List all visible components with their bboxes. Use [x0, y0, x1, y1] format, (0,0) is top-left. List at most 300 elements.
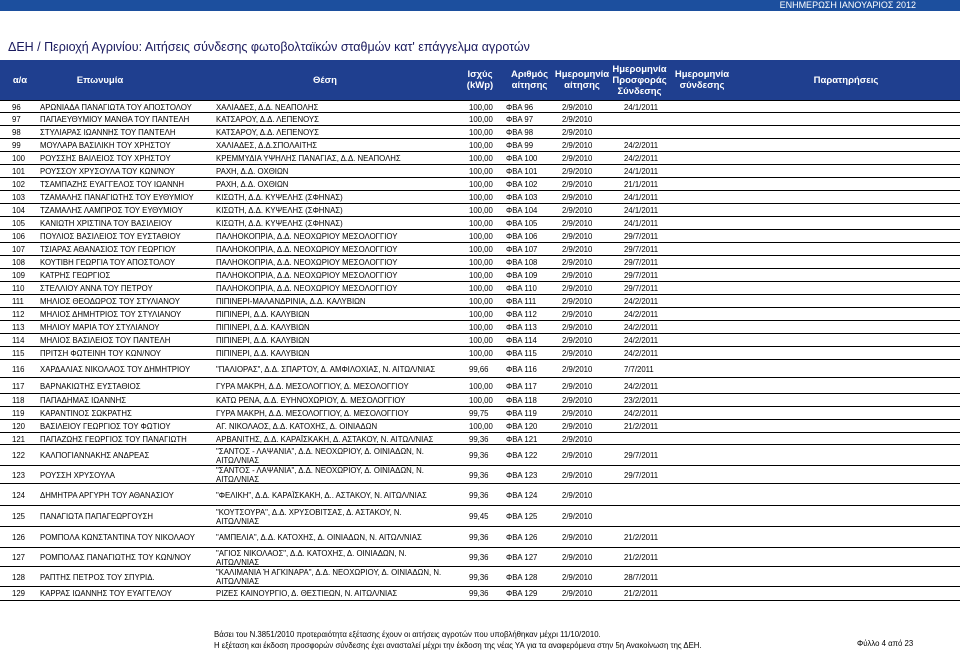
cell-name: ΤΖΑΜΑΛΗΣ ΠΑΝΑΓΙΩΤΗΣ ΤΟΥ ΕΥΘΥΜΙΟΥ — [40, 193, 194, 202]
cell-date: 2/9/2010 — [562, 409, 593, 418]
cell-connection — [680, 587, 736, 600]
cell-location: ΓΥΡΑ ΜΑΚΡΗ, Δ.Δ. ΜΕΣΟΛΟΓΓΙΟΥ, Δ. ΜΕΣΟΛΟΓΓΙΟΥ — [216, 409, 409, 418]
cell-name: ΜΟΥΛΑΡΑ ΒΑΣΙΛΙΚΗ ΤΟΥ ΧΡΗΣΤΟΥ — [40, 141, 171, 150]
cell-location: ΑΓ. ΝΙΚΟΛΑΟΣ, Δ.Δ. ΚΑΤΟΧΗΣ, Δ. ΟΙΝΙΑΔΩΝ — [216, 422, 378, 431]
cell-offer: 24/2/2011 — [624, 336, 659, 345]
cell-offer: 21/2/2011 — [624, 422, 659, 431]
cell-power: 99,45 — [469, 512, 489, 521]
cell-offer: 24/1/2011 — [624, 219, 659, 228]
cell-offer: 29/7/2011 — [624, 245, 659, 254]
cell-number: ΦΒΑ 111 — [506, 297, 537, 306]
table-row — [0, 444, 960, 466]
cell-number: ΦΒΑ 116 — [506, 364, 537, 374]
cell-number: ΦΒΑ 105 — [506, 219, 538, 228]
cell-aa: 124 — [12, 490, 26, 500]
cell-aa: 112 — [12, 310, 25, 319]
cell-offer: 29/7/2011 — [624, 451, 659, 460]
cell-power: 100,00 — [469, 167, 493, 176]
cell-name: ΚΑΡΑΝΤΙΝΟΣ ΣΩΚΡΑΤΗΣ — [40, 409, 132, 418]
cell-aa: 117 — [12, 381, 25, 391]
cell-offer: 24/1/2011 — [624, 206, 659, 215]
cell-connection — [680, 445, 736, 466]
cell-name: ΡΟΥΣΣΗΣ ΒΑΙΛΕΙΟΣ ΤΟΥ ΧΡΗΣΤΟΥ — [40, 154, 171, 163]
cell-power: 100,00 — [469, 284, 493, 293]
table-row — [0, 177, 960, 191]
cell-name: ΒΑΡΝΑΚΙΩΤΗΣ ΕΥΣΤΑΘΙΟΣ — [40, 381, 141, 391]
cell-date: 2/9/2010 — [562, 271, 593, 280]
cell-power: 99,75 — [469, 409, 489, 418]
cell-date: 2/9/2010 — [562, 102, 593, 112]
cell-location: ΚΑΤΣΑΡΟΥ, Δ.Δ. ΛΕΠΕΝΟΥΣ — [216, 115, 319, 124]
cell-location: ΧΑΛΙΑΔΕΣ, Δ.Δ. ΝΕΑΠΟΛΗΣ — [216, 102, 319, 112]
cell-power: 100,00 — [469, 381, 493, 391]
table-row — [0, 346, 960, 360]
cell-power: 100,00 — [469, 141, 493, 150]
cell-power: 100,00 — [469, 422, 493, 431]
cell-location: "ΚΑΛΙΜΑΝΙΑ Ή ΑΓΚΙΝΑΡΑ", Δ.Δ. ΝΕΟΧΩΡΙΟΥ, Δ. ΟΙΝΙΑΔΩΝ, Ν. ΑΙΤΩΛ/ΝΙΑΣ — [216, 568, 442, 586]
cell-location: ΚΑΤΣΑΡΟΥ, Δ.Δ. ΛΕΠΕΝΟΥΣ — [216, 128, 319, 137]
cell-name: ΠΟΥΛΙΟΣ ΒΑΣΙΛΕΙΟΣ ΤΟΥ ΕΥΣΤΑΘΙΟΥ — [40, 232, 181, 241]
cell-number: ΦΒΑ 112 — [506, 310, 537, 319]
cell-aa: 111 — [12, 297, 24, 306]
cell-location: ΧΑΛΙΑΔΕΣ, Δ.Δ.ΣΠΟΛΑΙΤΗΣ — [216, 141, 318, 150]
cell-number: ΦΒΑ 122 — [506, 451, 538, 460]
header-col-number: Αριθμός αίτησης — [510, 69, 549, 91]
table-row — [0, 281, 960, 295]
cell-number: ΦΒΑ 115 — [506, 349, 537, 358]
cell-name: ΚΟΥΤΙΒΗ ΓΕΩΡΓΙΑ ΤΟΥ ΑΠΟΣΤΟΛΟΥ — [40, 258, 176, 267]
table-row — [0, 164, 960, 178]
table-row — [0, 151, 960, 165]
cell-offer: 24/2/2011 — [624, 154, 659, 163]
cell-notes — [740, 567, 940, 587]
cell-power: 100,00 — [469, 349, 493, 358]
cell-aa: 116 — [12, 364, 25, 374]
cell-name: ΤΣΙΑΡΑΣ ΑΘΑΝΑΣΙΟΣ ΤΟΥ ΓΕΩΡΓΙΟΥ — [40, 245, 176, 254]
cell-date: 2/9/2010 — [562, 297, 593, 306]
cell-offer: 24/1/2011 — [624, 167, 659, 176]
cell-name: ΑΡΩΝΙΑΔΑ ΠΑΝΑΓΙΩΤΑ ΤΟΥ ΑΠΟΣΤΟΛΟΥ — [40, 102, 192, 112]
cell-name: ΠΑΠΑΕΥΘΥΜΙΟΥ ΜΑΝΘΑ ΤΟΥ ΠΑΝΤΕΛΗ — [40, 115, 190, 124]
cell-offer: 21/2/2011 — [624, 533, 659, 542]
cell-aa: 96 — [12, 102, 21, 112]
cell-name: ΧΑΡΔΑΛΙΑΣ ΝΙΚΟΛΑΟΣ ΤΟΥ ΔΗΜΗΤΡΙΟΥ — [40, 364, 191, 374]
cell-aa: 100 — [12, 154, 26, 163]
cell-date: 2/9/2010 — [562, 470, 593, 480]
top-banner — [0, 0, 960, 11]
cell-location: "ΣΑΝΤΟΣ - ΛΑΨΑΝΙΑ", Δ.Δ. ΝΕΟΧΩΡΙΟΥ, Δ. ΟΙΝΙΑΔΩΝ, Ν. ΑΙΤΩΛ/ΝΙΑΣ — [216, 466, 424, 484]
table-row — [0, 138, 960, 152]
cell-power: 100,00 — [469, 310, 493, 319]
cell-connection — [680, 360, 736, 378]
cell-offer: 29/7/2011 — [624, 232, 659, 241]
cell-notes — [740, 527, 940, 548]
cell-number: ΦΒΑ 107 — [506, 245, 538, 254]
cell-aa: 129 — [12, 589, 26, 598]
cell-aa: 105 — [12, 219, 26, 228]
cell-connection — [680, 378, 736, 394]
cell-notes — [740, 484, 940, 506]
cell-offer: 24/2/2011 — [624, 297, 659, 306]
cell-location: ΚΙΣΩΤΗ, Δ.Δ. ΚΥΨΕΛΗΣ (ΣΦΗΝΑΣ) — [216, 206, 343, 215]
cell-notes — [740, 360, 940, 378]
cell-location: ΠΑΛΗΟΚΟΠΡΙΑ, Δ.Δ. ΝΕΟΧΩΡΙΟΥ ΜΕΣΟΛΟΓΓΙΟΥ — [216, 245, 398, 254]
table-row — [0, 229, 960, 243]
cell-date: 2/9/2010 — [562, 572, 593, 582]
cell-power: 99,36 — [469, 589, 489, 598]
table-row — [0, 526, 960, 548]
cell-aa: 101 — [12, 167, 26, 176]
cell-date: 2/9/2010 — [562, 232, 593, 241]
cell-name: ΣΤΕΛΛΙΟΥ ΑΝΝΑ ΤΟΥ ΠΕΤΡΟΥ — [40, 284, 153, 293]
cell-aa: 102 — [12, 180, 26, 189]
cell-location: ΚΡΕΜΜΥΔΙΑ ΥΨΗΛΗΣ ΠΑΝΑΓΙΑΣ, Δ.Δ. ΝΕΑΠΟΛΗΣ — [216, 154, 401, 163]
footer-note-2: Η εξέταση και έκδοση προσφορών σύνδεσης έχει ανασταλεί μέχρι την έκδοση της νέας ΥΑ για τα αναφερόμενα στην 5η Ανακοίνωση της ΔΕΗ. — [214, 641, 702, 650]
cell-power: 99,66 — [469, 364, 489, 374]
cell-date: 2/9/2010 — [562, 115, 593, 124]
cell-power: 100,00 — [469, 154, 493, 163]
cell-aa: 103 — [12, 193, 26, 202]
table-row — [0, 294, 960, 308]
page-number: Φύλλο 4 από 23 — [857, 639, 914, 648]
cell-aa: 119 — [12, 409, 25, 418]
cell-location: ΓΥΡΑ ΜΑΚΡΗ, Δ.Δ. ΜΕΣΟΛΟΓΓΙΟΥ, Δ. ΜΕΣΟΛΟΓΓΙΟΥ — [216, 381, 409, 391]
cell-date: 2/9/2010 — [562, 336, 593, 345]
cell-name: ΜΗΛΙΟΣ ΒΑΣΙΛΕΙΟΣ ΤΟΥ ΠΑΝΤΕΛΗ — [40, 336, 171, 345]
update-label: ΕΝΗΜΕΡΩΣΗ ΙΑΝΟΥΑΡΙΟΣ 2012 — [779, 0, 916, 10]
cell-date: 2/9/2010 — [562, 141, 593, 150]
cell-name: ΡΟΥΣΣΟΥ ΧΡΥΣΟΥΛΑ ΤΟΥ ΚΩΝ/ΝΟΥ — [40, 167, 175, 176]
cell-power: 99,36 — [469, 434, 489, 444]
cell-aa: 123 — [12, 470, 26, 480]
cell-offer: 29/7/2011 — [624, 284, 659, 293]
cell-number: ΦΒΑ 129 — [506, 589, 538, 598]
cell-location: ΠΙΠΙΝΕΡΙ, Δ.Δ. ΚΑΛΥΒΙΩΝ — [216, 336, 310, 345]
table-row — [0, 505, 960, 527]
cell-power: 99,36 — [469, 490, 489, 500]
table-row — [0, 333, 960, 347]
table-row — [0, 307, 960, 321]
cell-name: ΡΟΥΣΣΗ ΧΡΥΣΟΥΛΑ — [40, 470, 115, 480]
cell-connection — [680, 548, 736, 567]
cell-date: 2/9/2010 — [562, 490, 593, 500]
cell-name: ΜΗΛΙΟΥ ΜΑΡΙΑ ΤΟΥ ΣΤΥΛΙΑΝΟΥ — [40, 323, 160, 332]
cell-number: ΦΒΑ 103 — [506, 193, 538, 202]
table-row — [0, 320, 960, 334]
cell-date: 2/9/2010 — [562, 589, 593, 598]
cell-aa: 122 — [12, 451, 26, 460]
cell-location: ΠΑΛΗΟΚΟΠΡΙΑ, Δ.Δ. ΝΕΟΧΩΡΙΟΥ ΜΕΣΟΛΟΓΓΙΟΥ — [216, 232, 398, 241]
cell-aa: 104 — [12, 206, 26, 215]
cell-power: 99,36 — [469, 553, 489, 562]
table-row — [0, 406, 960, 420]
cell-location: "ΑΜΠΕΛΙΑ", Δ.Δ. ΚΑΤΟΧΗΣ, Δ. ΟΙΝΙΑΔΩΝ, Ν. ΑΙΤΩΛ/ΝΙΑΣ — [216, 533, 422, 542]
cell-power: 100,00 — [469, 180, 493, 189]
header-col-name: Επωνυμία — [76, 74, 124, 86]
cell-offer: 21/2/2011 — [624, 589, 659, 598]
cell-offer: 24/1/2011 — [624, 102, 659, 112]
cell-notes — [740, 466, 940, 484]
table-row — [0, 112, 960, 126]
cell-date: 2/9/2010 — [562, 451, 593, 460]
cell-date: 2/9/2010 — [562, 206, 593, 215]
footer-notes — [214, 629, 702, 651]
cell-offer: 24/2/2011 — [624, 310, 659, 319]
cell-name: ΚΑΡΡΑΣ ΙΩΑΝΝΗΣ ΤΟΥ ΕΥΑΓΓΕΛΟΥ — [40, 589, 172, 598]
cell-power: 100,00 — [469, 336, 493, 345]
cell-offer: 24/2/2011 — [624, 323, 659, 332]
table-row — [0, 465, 960, 484]
cell-location: ΑΡΒΑΝΙΤΗΣ, Δ.Δ. ΚΑΡΑΪΣΚΑΚΗ, Δ. ΑΣΤΑΚΟΥ, Ν. ΑΙΤΩΛ/ΝΙΑΣ — [216, 434, 434, 444]
cell-power: 100,00 — [469, 245, 493, 254]
cell-number: ΦΒΑ 100 — [506, 154, 538, 163]
table-row — [0, 393, 960, 407]
cell-number: ΦΒΑ 97 — [506, 115, 534, 124]
table-row — [0, 255, 960, 269]
cell-power: 100,00 — [469, 258, 493, 267]
cell-name: ΚΑΤΡΗΣ ΓΕΩΡΓΙΟΣ — [40, 271, 111, 280]
cell-location: "ΣΑΝΤΟΣ - ΛΑΨΑΝΙΑ", Δ.Δ. ΝΕΟΧΩΡΙΟΥ, Δ. ΟΙΝΙΑΔΩΝ, Ν. ΑΙΤΩΛ/ΝΙΑΣ — [216, 446, 424, 465]
cell-name: ΠΑΠΑΖΩΗΣ ΓΕΩΡΓΙΟΣ ΤΟΥ ΠΑΝΑΓΙΩΤΗ — [40, 434, 187, 444]
cell-number: ΦΒΑ 104 — [506, 206, 538, 215]
cell-connection — [680, 527, 736, 548]
cell-location: ΚΙΣΩΤΗ, Δ.Δ. ΚΥΨΕΛΗΣ (ΣΦΗΝΑΣ) — [216, 219, 343, 228]
cell-location: "ΠΑΛΙΟΡΑΣ", Δ.Δ. ΣΠΑΡΤΟΥ, Δ. ΑΜΦΙΛΟΧΙΑΣ, Ν. ΑΙΤΩΛ/ΝΙΑΣ — [216, 364, 436, 374]
table-row — [0, 547, 960, 567]
cell-power: 99,36 — [469, 470, 489, 480]
cell-power: 100,00 — [469, 396, 493, 405]
cell-location: ΡΑΧΗ, Δ.Δ. ΟΧΘΙΩΝ — [216, 180, 289, 189]
cell-date: 2/9/2010 — [562, 512, 593, 521]
cell-number: ΦΒΑ 98 — [506, 128, 534, 137]
cell-aa: 106 — [12, 232, 26, 241]
cell-date: 2/9/2010 — [562, 167, 593, 176]
cell-number: ΦΒΑ 110 — [506, 284, 537, 293]
cell-aa: 115 — [12, 349, 25, 358]
cell-number: ΦΒΑ 121 — [506, 434, 538, 444]
cell-aa: 107 — [12, 245, 26, 254]
cell-aa: 109 — [12, 271, 26, 280]
header-col-notes: Παρατηρήσεις — [813, 74, 879, 86]
cell-location: ΠΙΠΙΝΕΡΙ, Δ.Δ. ΚΑΛΥΒΙΩΝ — [216, 310, 310, 319]
cell-location: ΚΑΤΩ ΡΕΝΑ, Δ.Δ. ΕΥΗΝΟΧΩΡΙΟΥ, Δ. ΜΕΣΟΛΟΓΓΙΟΥ — [216, 396, 406, 405]
footer-note-1: Βάσει του Ν.3851/2010 προτεραιότητα εξέτασης έχουν οι αιτήσεις αγροτών που υποβλήθηκαν μέχρι 11/10/2010. — [214, 630, 601, 639]
cell-offer: 21/2/2011 — [624, 553, 659, 562]
cell-aa: 114 — [12, 336, 25, 345]
cell-number: ΦΒΑ 101 — [506, 167, 538, 176]
cell-number: ΦΒΑ 120 — [506, 422, 538, 431]
cell-power: 100,00 — [469, 232, 493, 241]
cell-notes — [740, 445, 940, 466]
cell-name: ΚΑΝΙΩΤΗ ΧΡΙΣΤΙΝΑ ΤΟΥ ΒΑΣΙΛΕΙΟΥ — [40, 219, 172, 228]
cell-aa: 128 — [12, 572, 26, 582]
cell-aa: 120 — [12, 422, 26, 431]
cell-number: ΦΒΑ 113 — [506, 323, 537, 332]
cell-offer: 24/2/2011 — [624, 141, 659, 150]
cell-aa: 113 — [12, 323, 25, 332]
cell-offer: 24/2/2011 — [624, 409, 659, 418]
header-col-location: Θέση — [313, 74, 337, 86]
cell-number: ΦΒΑ 124 — [506, 490, 538, 500]
cell-offer — [624, 506, 672, 527]
cell-offer: 24/2/2011 — [624, 381, 659, 391]
cell-number: ΦΒΑ 99 — [506, 141, 534, 150]
cell-power: 100,00 — [469, 193, 493, 202]
cell-date: 2/9/2010 — [562, 180, 593, 189]
cell-number: ΦΒΑ 117 — [506, 381, 537, 391]
cell-name: ΚΑΛΠΟΓΙΑΝΝΑΚΗΣ ΑΝΔΡΕΑΣ — [40, 451, 150, 460]
cell-number: ΦΒΑ 123 — [506, 470, 538, 480]
cell-date: 2/9/2010 — [562, 284, 593, 293]
cell-notes — [740, 548, 940, 567]
cell-offer: 29/7/2011 — [624, 271, 659, 280]
cell-date: 2/9/2010 — [562, 396, 593, 405]
header-col-power: Ισχύς (kWp) — [466, 69, 494, 91]
cell-name: ΠΑΝΑΓΙΩΤΑ ΠΑΠΑΓΕΩΡΓΟΥΣΗ — [40, 512, 154, 521]
cell-date: 2/9/2010 — [562, 245, 593, 254]
cell-number: ΦΒΑ 126 — [506, 533, 538, 542]
cell-location: ΠΙΠΙΝΕΡΙ, Δ.Δ. ΚΑΛΥΒΙΩΝ — [216, 323, 310, 332]
cell-offer: 21/1/2011 — [624, 180, 659, 189]
table-row — [0, 242, 960, 256]
cell-name: ΡΑΠΤΗΣ ΠΕΤΡΟΣ ΤΟΥ ΣΠΥΡΙΔ. — [40, 572, 155, 582]
table-row — [0, 268, 960, 282]
header-col-connection: Ημερομηνία σύνδεσης — [674, 69, 730, 91]
cell-location: ΠΑΛΗΟΚΟΠΡΙΑ, Δ.Δ. ΝΕΟΧΩΡΙΟΥ ΜΕΣΟΛΟΓΓΙΟΥ — [216, 284, 398, 293]
cell-power: 100,00 — [469, 128, 493, 137]
cell-offer — [624, 484, 672, 506]
cell-power: 100,00 — [469, 219, 493, 228]
table-row — [0, 216, 960, 230]
cell-number: ΦΒΑ 128 — [506, 572, 538, 582]
cell-name: ΜΗΛΙΟΣ ΔΗΜΗΤΡΙΟΣ ΤΟΥ ΣΤΥΛΙΑΝΟΥ — [40, 310, 182, 319]
cell-offer: 7/7/2011 — [624, 364, 654, 374]
cell-name: ΔΗΜΗΤΡΑ ΑΡΓΥΡΗ ΤΟΥ ΑΘΑΝΑΣΙΟΥ — [40, 490, 174, 500]
header-col-date: Ημερομηνία αίτησης — [554, 69, 610, 91]
cell-date: 2/9/2010 — [562, 533, 593, 542]
cell-name: ΒΑΣΙΛΕΙΟΥ ΓΕΩΡΓΙΟΣ ΤΟΥ ΦΩΤΙΟΥ — [40, 422, 171, 431]
cell-offer: 29/7/2011 — [624, 258, 659, 267]
cell-date: 2/9/2010 — [562, 154, 593, 163]
cell-location: ΠΙΠΙΝΕΡΙ-ΜΑΛΑΝΔΡΙΝΙΑ, Δ.Δ. ΚΑΛΥΒΙΩΝ — [216, 297, 366, 306]
cell-name: ΤΖΑΜΑΛΗΣ ΛΑΜΠΡΟΣ ΤΟΥ ΕΥΘΥΜΙΟΥ — [40, 206, 183, 215]
cell-number: ΦΒΑ 127 — [506, 553, 538, 562]
cell-offer: 29/7/2011 — [624, 470, 659, 480]
cell-date: 2/9/2010 — [562, 323, 593, 332]
cell-number: ΦΒΑ 109 — [506, 271, 538, 280]
cell-power: 100,00 — [469, 206, 493, 215]
cell-aa: 97 — [12, 115, 21, 124]
cell-notes — [740, 587, 940, 600]
cell-date: 2/9/2010 — [562, 128, 593, 137]
cell-date: 2/9/2010 — [562, 349, 593, 358]
cell-location: "ΚΟΥΤΣΟΥΡΑ", Δ.Δ. ΧΡΥΣΟΒΙΤΣΑΣ, Δ. ΑΣΤΑΚΟΥ, Ν. ΑΙΤΩΛ/ΝΙΑΣ — [216, 507, 402, 526]
cell-offer: 24/2/2011 — [624, 349, 659, 358]
cell-offer: 23/2/2011 — [624, 396, 659, 405]
cell-number: ΦΒΑ 118 — [506, 396, 537, 405]
cell-number: ΦΒΑ 106 — [506, 232, 538, 241]
table-row — [0, 483, 960, 506]
cell-date: 2/9/2010 — [562, 364, 593, 374]
header-col-aa: α/α — [12, 74, 28, 86]
cell-aa: 98 — [12, 128, 21, 137]
cell-date: 2/9/2010 — [562, 219, 593, 228]
cell-name: ΤΣΑΜΠΑΖΗΣ ΕΥΑΓΓΕΛΟΣ ΤΟΥ ΙΩΑΝΝΗ — [40, 180, 185, 189]
cell-number: ΦΒΑ 125 — [506, 512, 538, 521]
cell-location: ΠΙΠΙΝΕΡΙ, Δ.Δ. ΚΑΛΥΒΙΩΝ — [216, 349, 310, 358]
cell-location: "ΦΕΛΙΚΗ", Δ.Δ. ΚΑΡΑΪΣΚΑΚΗ, Δ.. ΑΣΤΑΚΟΥ, Ν. ΑΙΤΩΛ/ΝΙΑΣ — [216, 490, 427, 500]
cell-date: 2/9/2010 — [562, 193, 593, 202]
table-row — [0, 586, 960, 601]
cell-number: ΦΒΑ 119 — [506, 409, 537, 418]
cell-power: 100,00 — [469, 323, 493, 332]
cell-offer: 24/1/2011 — [624, 193, 659, 202]
table-row — [0, 377, 960, 394]
cell-connection — [680, 484, 736, 506]
cell-aa: 108 — [12, 258, 26, 267]
header-col-offer: Ημερομηνία Προσφοράς Σύνδεσης — [612, 63, 667, 97]
cell-aa: 121 — [12, 434, 26, 444]
cell-power: 99,36 — [469, 572, 489, 582]
cell-aa: 125 — [12, 512, 26, 521]
cell-location: ΠΑΛΗΟΚΟΠΡΙΑ, Δ.Δ. ΝΕΟΧΩΡΙΟΥ ΜΕΣΟΛΟΓΓΙΟΥ — [216, 271, 398, 280]
table-row — [0, 190, 960, 204]
cell-name: ΡΟΜΠΟΛΑ ΚΩΝΣΤΑΝΤΙΝΑ ΤΟΥ ΝΙΚΟΛΑΟΥ — [40, 533, 195, 542]
cell-aa: 118 — [12, 396, 25, 405]
cell-number: ΦΒΑ 96 — [506, 102, 534, 112]
cell-notes — [740, 506, 940, 527]
cell-number: ΦΒΑ 108 — [506, 258, 538, 267]
cell-name: ΣΤΥΛΙΑΡΑΣ ΙΩΑΝΝΗΣ ΤΟΥ ΠΑΝΤΕΛΗ — [40, 128, 176, 137]
cell-name: ΡΟΜΠΟΛΑΣ ΠΑΝΑΓΙΩΤΗΣ ΤΟΥ ΚΩΝ/ΝΟΥ — [40, 553, 192, 562]
cell-location: ΠΑΛΗΟΚΟΠΡΙΑ, Δ.Δ. ΝΕΟΧΩΡΙΟΥ ΜΕΣΟΛΟΓΓΙΟΥ — [216, 258, 398, 267]
cell-number: ΦΒΑ 102 — [506, 180, 538, 189]
table-row — [0, 419, 960, 433]
cell-connection — [680, 567, 736, 587]
table-row — [0, 359, 960, 378]
cell-aa: 110 — [12, 284, 25, 293]
cell-aa: 126 — [12, 533, 26, 542]
cell-number: ΦΒΑ 114 — [506, 336, 537, 345]
cell-connection — [680, 466, 736, 484]
cell-location: "ΑΓΙΟΣ ΝΙΚΟΛΑΟΣ", Δ.Δ. ΚΑΤΟΧΗΣ, Δ. ΟΙΝΙΑΔΩΝ, Ν. ΑΙΤΩΛ/ΝΙΑΣ — [216, 548, 407, 567]
cell-date: 2/9/2010 — [562, 422, 593, 431]
cell-name: ΠΡΙΤΣΗ ΦΩΤΕΙΝΗ ΤΟΥ ΚΩΝ/ΝΟΥ — [40, 349, 161, 358]
cell-offer: 28/7/2011 — [624, 572, 659, 582]
cell-date: 2/9/2010 — [562, 381, 593, 391]
cell-aa: 99 — [12, 141, 21, 150]
cell-date: 2/9/2010 — [562, 553, 593, 562]
cell-power: 100,00 — [469, 102, 493, 112]
cell-date: 2/9/2010 — [562, 258, 593, 267]
cell-connection — [680, 506, 736, 527]
table-row — [0, 566, 960, 587]
table-row — [0, 203, 960, 217]
cell-power: 99,36 — [469, 533, 489, 542]
table-row — [0, 125, 960, 139]
cell-name: ΠΑΠΑΔΗΜΑΣ ΙΩΑΝΝΗΣ — [40, 396, 127, 405]
cell-notes — [740, 378, 940, 394]
cell-location: ΡΙΖΕΣ ΚΑΙΝΟΥΡΓΙΟ, Δ. ΘΕΣΤΙΕΩΝ, Ν. ΑΙΤΩΛ/ΝΙΑΣ — [216, 589, 398, 598]
page-title: ΔΕΗ / Περιοχή Αγρινίου: Αιτήσεις σύνδεσης φωτοβολταϊκών σταθμών κατ' επάγγελμα αγροτών — [8, 40, 530, 54]
cell-power: 100,00 — [469, 297, 493, 306]
cell-name: ΜΗΛΙΟΣ ΘΕΟΔΩΡΟΣ ΤΟΥ ΣΤΥΛΙΑΝΟΥ — [40, 297, 180, 306]
cell-location: ΡΑΧΗ, Δ.Δ. ΟΧΘΙΩΝ — [216, 167, 289, 176]
cell-date: 2/9/2010 — [562, 434, 593, 444]
cell-location: ΚΙΣΩΤΗ, Δ.Δ. ΚΥΨΕΛΗΣ (ΣΦΗΝΑΣ) — [216, 193, 343, 202]
cell-aa: 127 — [12, 553, 26, 562]
cell-date: 2/9/2010 — [562, 310, 593, 319]
